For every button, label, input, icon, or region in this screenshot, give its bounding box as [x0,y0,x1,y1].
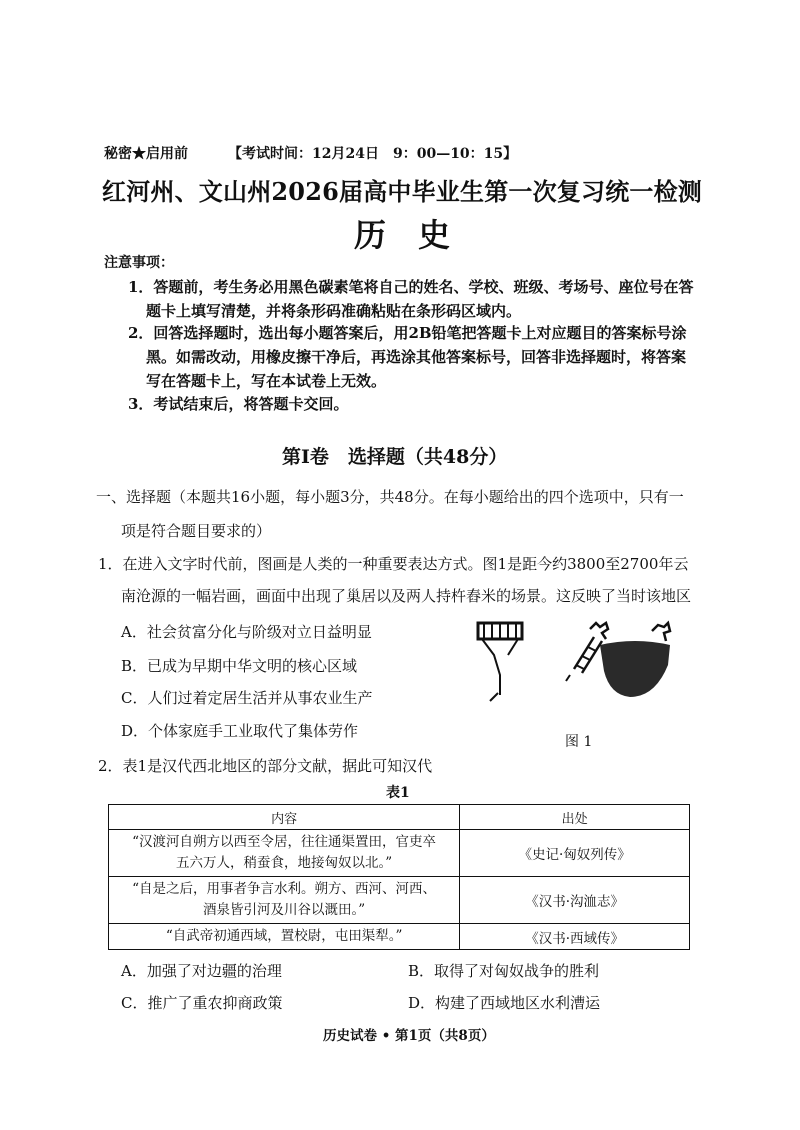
q2-option-c[interactable]: C．推广了重农抑商政策 [121,994,283,1012]
section-instruction-2: 项是符合题目要求的） [121,522,272,540]
secret-label: 秘密★启用前 [104,146,188,162]
q1-option-d[interactable]: D．个体家庭手工业取代了集体劳作 [121,722,359,740]
table-cell-content [109,924,460,950]
header-source: 出处 [460,805,690,830]
table-cell-content [109,830,460,877]
content-line: “自是之后，用事者争言水利。朔方、西河、河西、 [132,881,437,897]
table-caption: 表1 [386,785,410,801]
table-cell-source: 《汉书·西域传》 [460,924,690,950]
q1-stem-1: 1．在进入文字时代前，图画是人类的一种重要表达方式。图1是距今约3800至2700年云 [98,555,689,573]
exam-time: 【考试时间：12月24日 9：00—10：15】 [228,146,518,162]
table-cell-content [109,877,460,924]
q2-option-a[interactable]: A．加强了对边疆的治理 [121,962,282,980]
table-row [109,877,690,924]
header-content: 内容 [109,805,460,830]
notice-item-1-cont: 题卡上填写清楚，并将条形码准确粘贴在条形码区域内。 [146,302,522,320]
source-table [108,804,690,950]
table-cell-source: 《史记·匈奴列传》 [460,830,690,877]
content-line: “自武帝初通西域，置校尉，屯田渠犁。” [165,928,403,944]
q1-option-b[interactable]: B．已成为早期中华文明的核心区域 [121,657,358,675]
notice-heading: 注意事项： [104,255,174,271]
q2-stem: 2．表1是汉代西北地区的部分文献，据此可知汉代 [98,757,433,775]
table-row [109,924,690,950]
content-line: “汉渡河自朔方以西至令居，往往通渠置田，官吏卒 [132,834,437,850]
q2-option-b[interactable]: B．取得了对匈奴战争的胜利 [408,962,600,980]
notice-item-2-cont-1: 黑。如需改动，用橡皮擦干净后，再选涂其他答案标号，回答非选择题时，将答案 [146,348,687,366]
notice-item-2: 2．回答选择题时，选出每小题答案后，用2B铅笔把答题卡上对应题目的答案标号涂 [128,324,687,342]
notice-item-3: 3．考试结束后，将答题卡交回。 [128,395,349,413]
section-title: 第Ⅰ卷 选择题（共48分） [282,446,508,468]
q1-option-c[interactable]: C．人们过着定居生活并从事农业生产 [121,689,373,707]
section-instruction-1: 一、选择题（本题共16小题，每小题3分，共48分。在每小题给出的四个选项中，只有一 [96,488,684,506]
notice-item-1: 1．答题前，考生务必用黑色碳素笔将自己的姓名、学校、班级、考场号、座位号在答 [128,278,694,296]
notice-item-2-cont-2: 写在答题卡上，写在本试卷上无效。 [146,372,387,390]
exam-title: 红河州、文山州2026届高中毕业生第一次复习统一检测 [102,177,702,206]
pounding-rice-drawing [566,623,670,697]
nest-dwelling-drawing [478,623,522,701]
table-row [109,830,690,877]
table-cell-source: 《汉书·沟洫志》 [460,877,690,924]
q2-option-d[interactable]: D．构建了西域地区水利漕运 [408,994,601,1012]
content-line: 五六万人，稍蚕食，地接匈奴以北。” [176,855,393,871]
table-header-row [109,805,690,830]
rock-painting-figure [470,615,680,715]
subject-title: 历 史 [354,216,451,254]
figure-caption: 图 1 [565,734,593,750]
page-footer: 历史试卷 • 第1页（共8页） [323,1028,495,1044]
q1-stem-2: 南沧源的一幅岩画，画面中出现了巢居以及两人持杵舂米的场景。这反映了当时该地区 [121,587,692,605]
q1-option-a[interactable]: A．社会贫富分化与阶级对立日益明显 [121,623,372,641]
content-line: 酒泉皆引河及川谷以溉田。” [203,902,366,918]
